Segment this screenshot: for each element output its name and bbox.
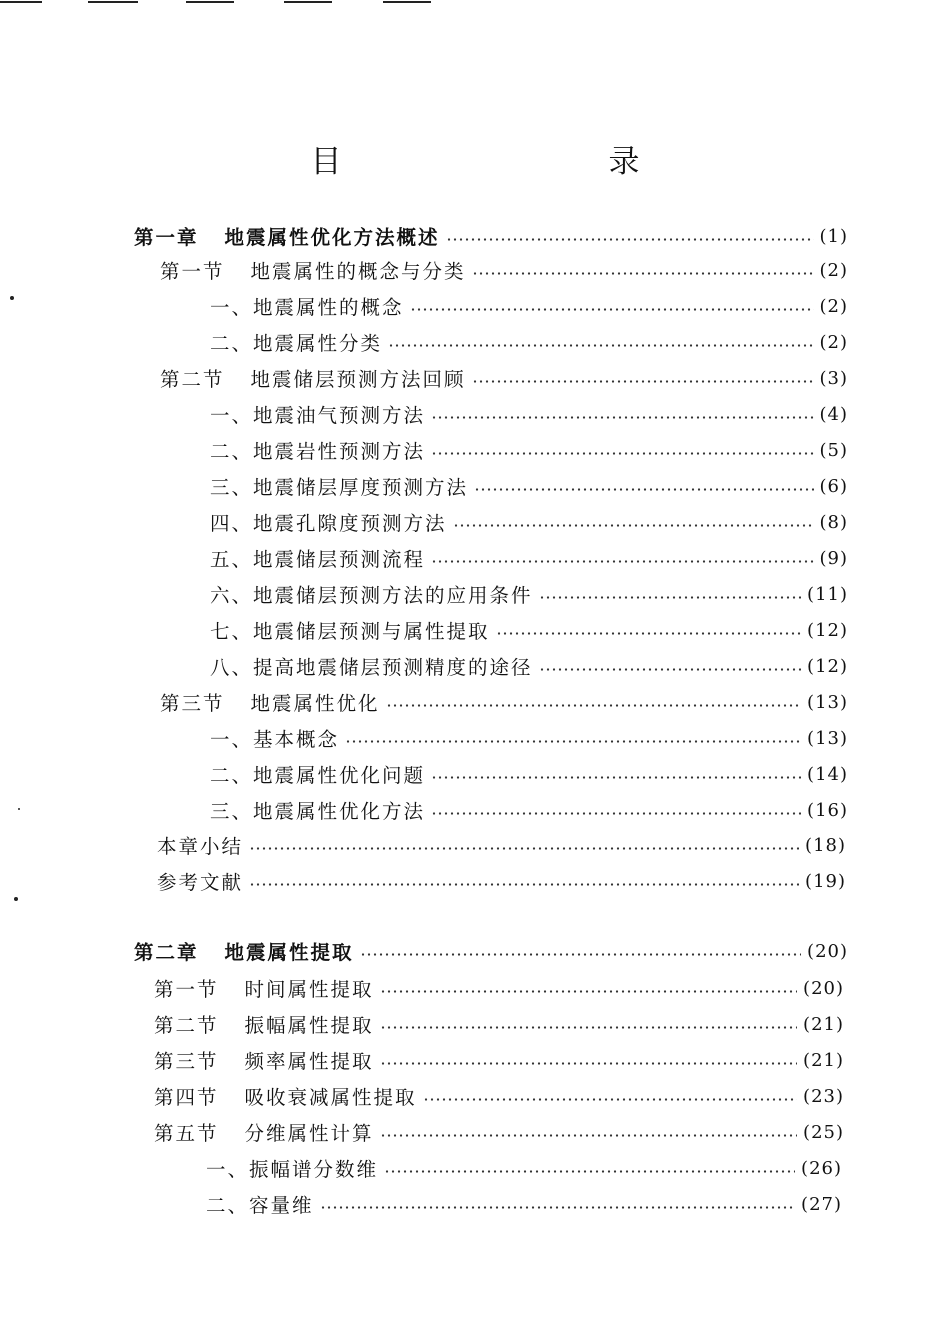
dot-leader	[453, 524, 814, 527]
toc-entry[interactable]	[134, 933, 848, 969]
toc-entry-page-number: (12)	[807, 655, 848, 677]
toc-entry-title: 地震属性提取	[224, 941, 354, 964]
dot-leader	[472, 272, 814, 275]
toc-entry[interactable]	[210, 432, 848, 468]
dot-leader	[380, 1026, 798, 1029]
toc-entry-number: 第三节	[154, 1050, 219, 1073]
toc-entry-number: 第一节	[160, 260, 225, 283]
toc-entry[interactable]	[157, 863, 846, 899]
toc-entry[interactable]	[154, 970, 844, 1006]
dot-leader	[431, 452, 813, 455]
toc-entry-page-number: (13)	[807, 727, 848, 749]
toc-entry[interactable]	[206, 1186, 842, 1222]
dot-leader	[539, 596, 802, 599]
toc-entry-title: 一、基本概念	[210, 728, 340, 751]
dot-leader	[496, 632, 802, 635]
toc-entry-page-number: (14)	[807, 763, 848, 785]
dot-leader	[360, 953, 802, 956]
toc-entry-number: 第二章	[134, 941, 199, 964]
toc-entry-title: 六、地震储层预测方法的应用条件	[210, 584, 533, 607]
toc-entry-title: 频率属性提取	[244, 1050, 374, 1073]
toc-entry-title: 振幅属性提取	[244, 1014, 374, 1037]
toc-entry-title: 一、地震属性的概念	[210, 296, 404, 319]
dot-leader	[384, 1170, 795, 1173]
toc-entry-title: 五、地震储层预测流程	[210, 548, 426, 571]
toc-entry[interactable]	[154, 1006, 844, 1042]
toc-entry-page-number: (27)	[801, 1193, 842, 1215]
toc-entry-title: 吸收衰减属性提取	[244, 1086, 417, 1109]
dot-leader	[431, 560, 813, 563]
toc-entry[interactable]	[210, 288, 848, 324]
toc-entry-page-number: (6)	[819, 475, 848, 497]
toc-entry[interactable]	[210, 756, 848, 792]
toc-entry[interactable]	[157, 827, 846, 863]
toc-entry-page-number: (11)	[807, 583, 848, 605]
toc-entry-page-number: (18)	[805, 834, 846, 856]
toc-entry-title: 地震储层预测方法回顾	[250, 368, 466, 391]
toc-entry-page-number: (4)	[819, 403, 848, 425]
toc-entry-number: 第二节	[160, 368, 225, 391]
toc-entry-page-number: (12)	[807, 619, 848, 641]
toc-entry[interactable]	[154, 1114, 844, 1150]
dot-leader	[431, 416, 813, 419]
dot-leader	[474, 488, 813, 491]
toc-entry-page-number: (26)	[801, 1157, 842, 1179]
toc-entry-title: 二、地震属性优化问题	[210, 764, 426, 787]
toc-entry-title: 地震属性优化方法概述	[224, 226, 440, 249]
scan-speck	[14, 897, 18, 901]
dot-leader	[320, 1206, 796, 1209]
toc-entry-title: 八、提高地震储层预测精度的途径	[210, 656, 533, 679]
toc-entry-number: 第一章	[134, 226, 199, 249]
scan-speck	[10, 296, 14, 300]
toc-entry[interactable]	[210, 720, 848, 756]
toc-entry[interactable]	[154, 1042, 844, 1078]
dot-leader	[249, 847, 799, 850]
toc-entry[interactable]	[210, 612, 848, 648]
toc-entry-page-number: (23)	[803, 1085, 844, 1107]
dot-leader	[472, 380, 814, 383]
toc-entry-number: 第五节	[154, 1122, 219, 1145]
toc-entry-title: 本章小结	[157, 835, 244, 858]
dot-leader	[446, 238, 814, 241]
dot-leader	[386, 704, 802, 707]
toc-entry[interactable]	[210, 792, 848, 828]
dot-leader	[388, 344, 813, 347]
dot-leader	[380, 1062, 798, 1065]
toc-entry-page-number: (1)	[819, 225, 848, 247]
toc-entry[interactable]	[206, 1150, 842, 1186]
toc-entry-title: 参考文献	[157, 871, 244, 894]
toc-entry-title: 一、振幅谱分数维	[206, 1158, 379, 1181]
toc-entry[interactable]	[210, 540, 848, 576]
toc-entry[interactable]	[154, 1078, 844, 1114]
toc-entry[interactable]	[160, 360, 848, 396]
toc-entry-title: 二、地震属性分类	[210, 332, 383, 355]
toc-entry-page-number: (21)	[803, 1049, 844, 1071]
dot-leader	[249, 883, 799, 886]
toc-entry-title: 分维属性计算	[244, 1122, 374, 1145]
toc-entry-page-number: (2)	[819, 259, 848, 281]
toc-entry-page-number: (16)	[807, 799, 848, 821]
toc-entry-title: 四、地震孔隙度预测方法	[210, 512, 447, 535]
toc-entry-page-number: (2)	[819, 331, 848, 353]
dot-leader	[380, 990, 798, 993]
toc-entry-page-number: (20)	[803, 977, 844, 999]
toc-entry-title: 时间属性提取	[244, 978, 374, 1001]
page-title: 目 录	[310, 144, 758, 180]
toc-entry-page-number: (3)	[819, 367, 848, 389]
toc-entry[interactable]	[210, 324, 848, 360]
dot-leader	[345, 740, 801, 743]
toc-entry-page-number: (9)	[819, 547, 848, 569]
toc-entry[interactable]	[134, 218, 848, 254]
toc-entry-title: 二、容量维	[206, 1194, 314, 1217]
toc-entry-title: 地震属性的概念与分类	[250, 260, 466, 283]
toc-entry[interactable]	[210, 396, 848, 432]
scan-speck	[18, 808, 20, 810]
toc-entry-page-number: (8)	[819, 511, 848, 533]
toc-entry-title: 二、地震岩性预测方法	[210, 440, 426, 463]
toc-entry-title: 地震属性优化	[250, 692, 380, 715]
dot-leader	[380, 1134, 798, 1137]
toc-entry-title: 三、地震属性优化方法	[210, 800, 426, 823]
toc-entry-page-number: (20)	[807, 940, 848, 962]
toc-entry-number: 第三节	[160, 692, 225, 715]
toc-entry-page-number: (5)	[819, 439, 848, 461]
toc-entry-title: 七、地震储层预测与属性提取	[210, 620, 490, 643]
toc-entry-title: 三、地震储层厚度预测方法	[210, 476, 469, 499]
dot-leader	[410, 308, 814, 311]
toc-entry[interactable]	[210, 504, 848, 540]
dot-leader	[539, 668, 802, 671]
toc-entry-page-number: (2)	[819, 295, 848, 317]
toc-entry-page-number: (25)	[803, 1121, 844, 1143]
toc-entry[interactable]	[210, 648, 848, 684]
toc-entry[interactable]	[160, 684, 848, 720]
top-edge-rules	[0, 0, 950, 6]
dot-leader	[431, 812, 801, 815]
toc-entry-number: 第二节	[154, 1014, 219, 1037]
toc-entry[interactable]	[210, 576, 848, 612]
toc-entry[interactable]	[160, 252, 848, 288]
toc-entry-page-number: (19)	[805, 870, 846, 892]
dot-leader	[423, 1098, 798, 1101]
toc-entry[interactable]	[210, 468, 848, 504]
toc-entry-number: 第四节	[154, 1086, 219, 1109]
toc-entry-page-number: (13)	[807, 691, 848, 713]
toc-entry-page-number: (21)	[803, 1013, 844, 1035]
dot-leader	[431, 776, 801, 779]
toc-entry-number: 第一节	[154, 978, 219, 1001]
toc-entry-title: 一、地震油气预测方法	[210, 404, 426, 427]
